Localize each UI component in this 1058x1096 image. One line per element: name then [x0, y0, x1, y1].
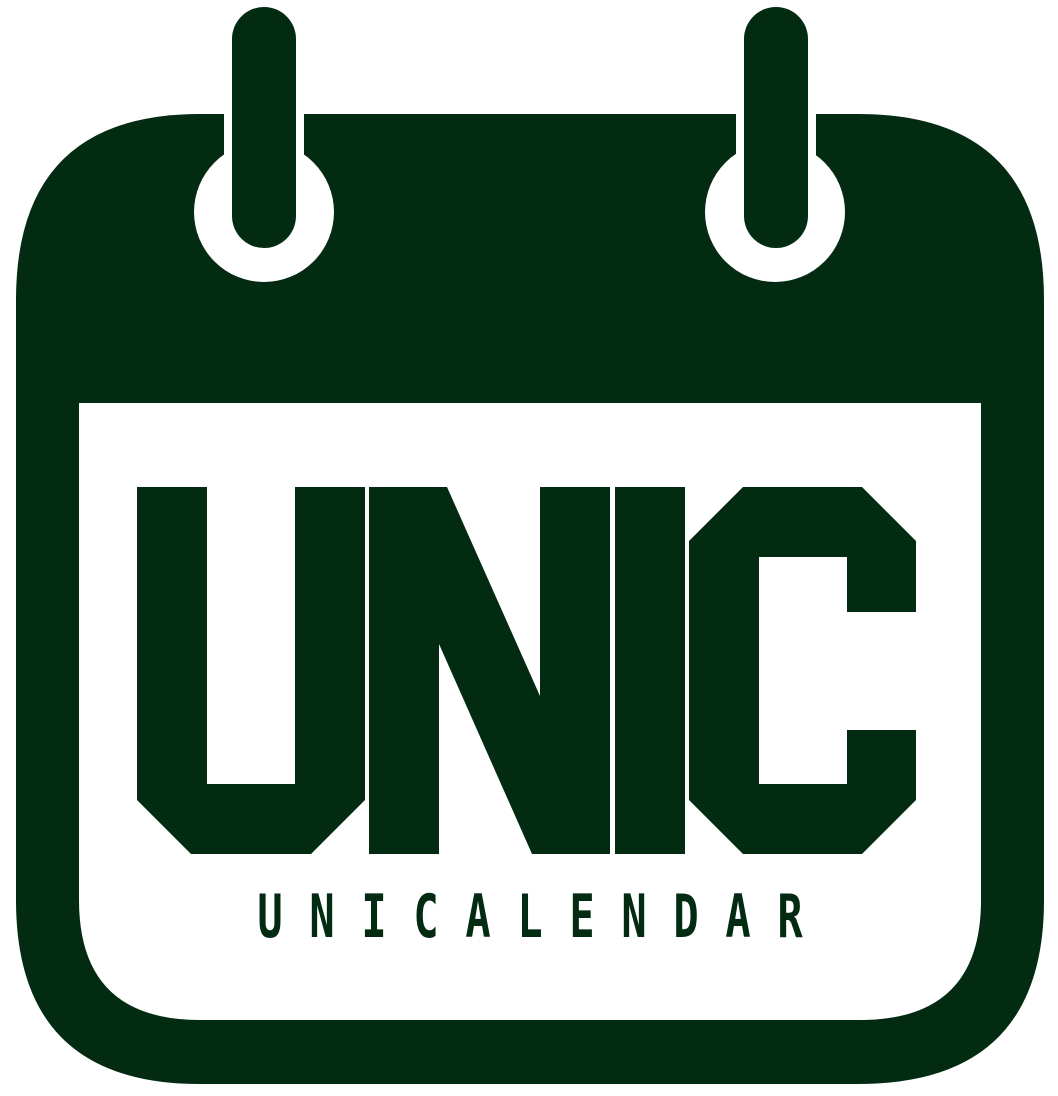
subtitle-letter: U: [257, 882, 283, 952]
subtitle-letter: R: [777, 882, 803, 952]
subtitle-letters: [250, 882, 810, 952]
subtitle-letter: I: [361, 882, 387, 952]
binder-ring-right: [736, 0, 816, 270]
subtitle-letter: A: [725, 882, 751, 952]
subtitle-letter: A: [465, 882, 491, 952]
binder-ring-left: [224, 0, 304, 270]
letter-i: [615, 487, 685, 854]
subtitle-letter: L: [517, 882, 543, 952]
subtitle-letter: D: [673, 882, 699, 952]
subtitle-letter: N: [309, 882, 335, 952]
subtitle-letter: E: [569, 882, 595, 952]
subtitle-letter: N: [621, 882, 647, 952]
subtitle-letter: C: [413, 882, 439, 952]
